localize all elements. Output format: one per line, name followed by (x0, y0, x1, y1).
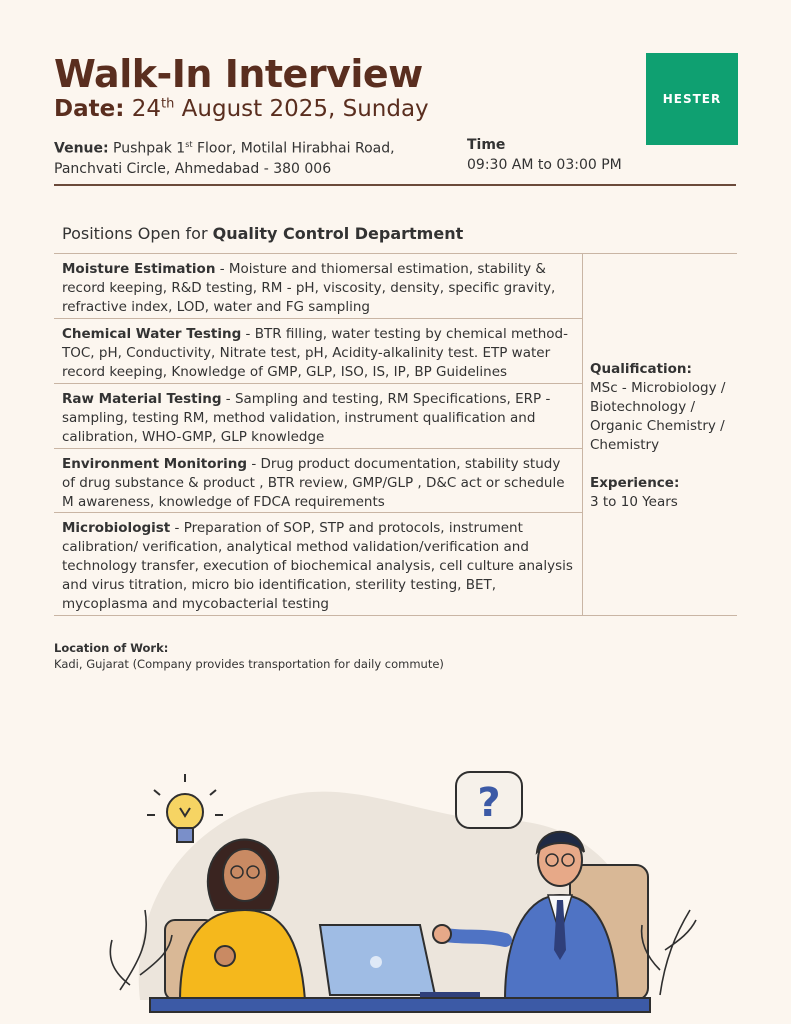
location-label: Location of Work: (54, 641, 169, 655)
position-desc: - Preparation of SOP, STP and protocols, instrument calibration/ verification, analytical method validation/verification and technology transfer, execution of biochemical analysis, cell culture analysis and virus titration, micro bio identification, sterility testing, BET, mycoplasma and mycobacterial testing (62, 520, 573, 612)
experience-value: 3 to 10 Years (590, 494, 678, 510)
positions-list (54, 254, 583, 615)
position-title: Microbiologist (62, 520, 171, 536)
department-name: Quality Control Department (212, 224, 464, 243)
position-desc: - Sampling and testing, RM Specifications, ERP -sampling, testing RM, method validation, instrument qualification and calibration, WHO-GMP, GLP knowledge (62, 391, 551, 445)
company-logo (646, 53, 738, 145)
right-plant (642, 910, 696, 995)
position-desc: - Moisture and thiomersal estimation, stability & record keeping, R&D testing, RM - pH, viscosity, density, specific gravity, refractive index, LOD, water and FG sampling (62, 261, 556, 315)
venue-line1b: Floor, Motilal Hirabhai Road, (196, 140, 395, 157)
time-block (467, 135, 622, 175)
work-location (54, 640, 444, 672)
question-mark: ? (477, 780, 501, 826)
interview-date (54, 96, 429, 122)
position-row (54, 254, 582, 319)
qualification-label: Qualification: (590, 361, 692, 377)
venue-block (54, 135, 395, 179)
date-label: Date: (54, 96, 125, 122)
question-bubble-icon (456, 772, 522, 828)
header-divider (54, 184, 736, 186)
venue-line2: Panchvati Circle, Ahmedabad - 380 006 (54, 160, 332, 177)
date-suffix: th (161, 96, 175, 112)
venue-label: Venue: (54, 140, 109, 157)
position-title: Environment Monitoring (62, 456, 248, 472)
positions-table (54, 253, 737, 616)
time-label: Time (467, 137, 506, 153)
location-value: Kadi, Gujarat (Company provides transportation for daily commute) (54, 657, 444, 671)
position-desc: - Drug product documentation, stability study of drug substance & product , BTR review, GMP/GLP , D&C act or schedule M awareness, knowledge of FDCA requirements (62, 456, 565, 510)
date-rest: August 2025, Sunday (181, 96, 429, 122)
position-row (54, 449, 582, 513)
positions-heading (62, 224, 463, 243)
position-row (54, 319, 582, 384)
desk (150, 998, 650, 1012)
venue-line1a: Pushpak 1 (113, 140, 186, 157)
date-day: 24 (131, 96, 161, 122)
requirements (590, 360, 735, 512)
experience-label: Experience: (590, 475, 680, 491)
position-row (54, 384, 582, 449)
logo-text: HESTER (662, 92, 722, 106)
qualification-value: MSc - Microbiology / Biotechnology / Organic Chemistry / Chemistry (590, 380, 726, 453)
position-row (54, 513, 582, 615)
position-title: Raw Material Testing (62, 391, 222, 407)
positions-intro: Positions Open for (62, 224, 208, 243)
page-title: Walk-In Interview (54, 52, 423, 96)
position-title: Moisture Estimation (62, 261, 216, 277)
position-desc: - BTR filling, water testing by chemical method- TOC, pH, Conductivity, Nitrate test, pH, Acidity-alkalinity test. ETP water record keeping, Knowledge of GMP, GLP, ISO, IS, IP, BP Guidelines (62, 326, 568, 380)
position-title: Chemical Water Testing (62, 326, 242, 342)
interview-illustration (100, 760, 700, 1024)
time-value: 09:30 AM to 03:00 PM (467, 157, 622, 173)
venue-line1-sup: st (185, 140, 193, 149)
